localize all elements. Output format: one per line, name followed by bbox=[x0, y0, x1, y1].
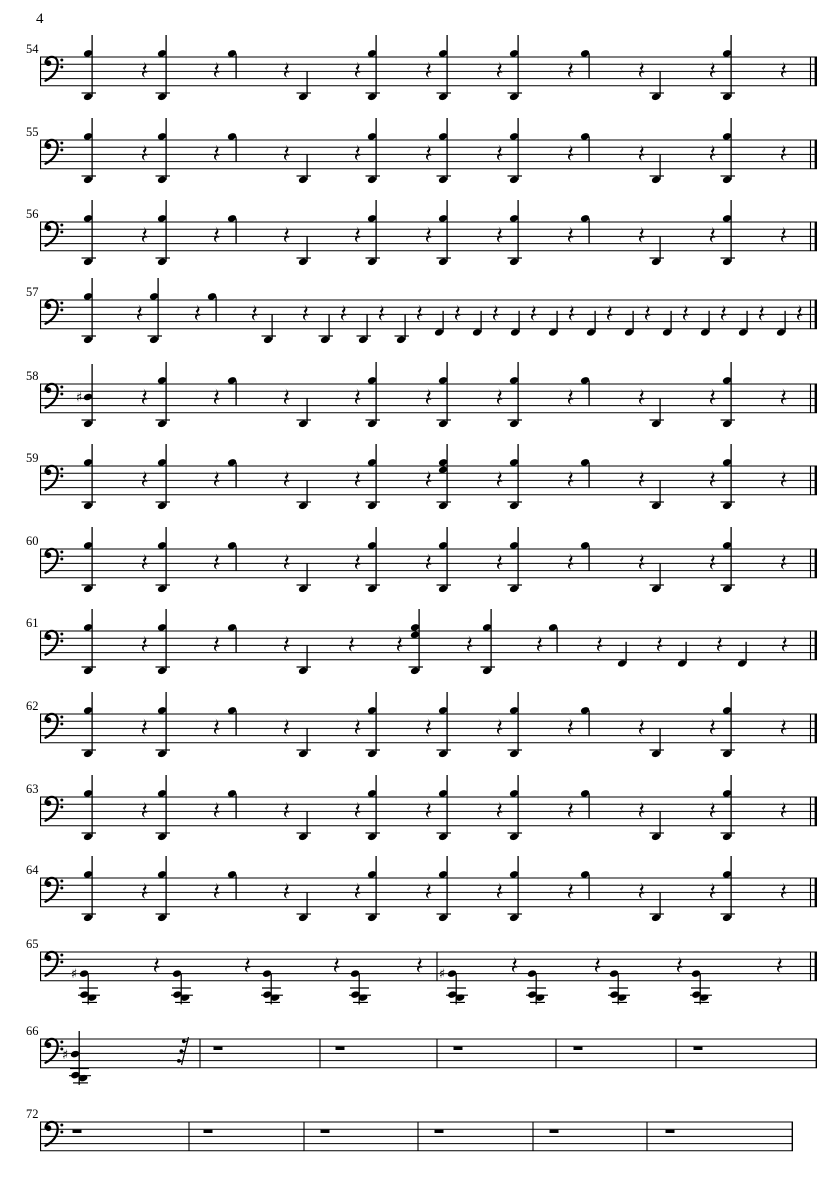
measure-number: 61 bbox=[26, 616, 39, 630]
note-chord bbox=[508, 118, 523, 184]
note-chord bbox=[721, 118, 736, 184]
whole-rest-icon bbox=[435, 1130, 444, 1133]
whole-rest-icon bbox=[336, 1047, 345, 1050]
whole-rest-icon bbox=[73, 1130, 82, 1133]
note-low-cluster bbox=[171, 969, 193, 1004]
note-chord bbox=[508, 692, 523, 758]
staff-system bbox=[26, 118, 817, 184]
bass-clef-icon bbox=[46, 952, 64, 976]
staff-system bbox=[26, 35, 817, 101]
note-low-cluster bbox=[526, 969, 548, 1004]
staff-system bbox=[26, 278, 817, 344]
note-chord bbox=[156, 362, 171, 428]
page-number: 4 bbox=[36, 11, 44, 27]
staff-system bbox=[26, 609, 817, 675]
note-chord bbox=[481, 609, 496, 675]
note-chord bbox=[82, 692, 97, 758]
note-chord bbox=[156, 775, 171, 841]
whole-rest-icon bbox=[550, 1130, 559, 1133]
note-chord-interval bbox=[409, 609, 424, 675]
note-chord bbox=[366, 200, 381, 266]
note-low-cluster bbox=[690, 969, 712, 1004]
note-chord bbox=[437, 856, 452, 922]
whole-rest-icon bbox=[214, 1047, 223, 1050]
note-chord bbox=[508, 775, 523, 841]
note-chord bbox=[156, 444, 171, 510]
note-chord bbox=[437, 35, 452, 101]
measure-number: 54 bbox=[26, 42, 39, 56]
note-chord bbox=[82, 118, 97, 184]
staff-system bbox=[26, 1024, 817, 1085]
note-chord-sharp bbox=[76, 364, 96, 428]
measure-number: 59 bbox=[26, 451, 39, 465]
measure-number: 72 bbox=[26, 1107, 39, 1121]
whole-rest-icon bbox=[454, 1047, 463, 1050]
measure-number: 55 bbox=[26, 125, 39, 139]
measure-number: 60 bbox=[26, 534, 39, 548]
note-chord bbox=[508, 527, 523, 593]
note-chord bbox=[721, 856, 736, 922]
note-chord bbox=[366, 856, 381, 922]
note-chord bbox=[508, 362, 523, 428]
note-chord bbox=[721, 35, 736, 101]
whole-rest-icon bbox=[321, 1130, 330, 1133]
sharp-icon: ♯ bbox=[61, 1048, 69, 1064]
note-chord bbox=[721, 775, 736, 841]
measure-number: 57 bbox=[26, 285, 39, 299]
bass-clef-icon bbox=[46, 797, 64, 821]
note-low-cluster bbox=[349, 969, 371, 1004]
note-chord bbox=[82, 200, 97, 266]
sharp-icon: ♯ bbox=[75, 390, 83, 406]
bass-clef-icon bbox=[46, 714, 64, 738]
note-chord bbox=[82, 609, 97, 675]
bass-clef-icon bbox=[46, 878, 64, 902]
note-chord bbox=[366, 527, 381, 593]
note-chord bbox=[366, 35, 381, 101]
bass-clef-icon bbox=[46, 549, 64, 573]
note-chord bbox=[82, 775, 97, 841]
note-chord bbox=[508, 35, 523, 101]
note-low-cluster bbox=[439, 967, 468, 1004]
note-chord bbox=[366, 692, 381, 758]
whole-rest-icon bbox=[204, 1130, 213, 1133]
bass-clef-icon bbox=[46, 140, 64, 164]
bass-clef-icon bbox=[46, 1122, 64, 1146]
measure-number: 66 bbox=[26, 1024, 39, 1038]
bass-clef-icon bbox=[46, 466, 64, 490]
staff-system bbox=[26, 527, 817, 593]
sharp-icon: ♯ bbox=[438, 967, 446, 983]
staff-system bbox=[26, 362, 817, 428]
note-chord bbox=[82, 856, 97, 922]
staff-system bbox=[26, 1107, 793, 1151]
note-chord bbox=[366, 444, 381, 510]
measure-number: 56 bbox=[26, 207, 39, 221]
note-chord bbox=[721, 444, 736, 510]
note-chord bbox=[437, 692, 452, 758]
bass-clef-icon bbox=[46, 300, 64, 324]
note-chord bbox=[82, 527, 97, 593]
note-chord bbox=[721, 200, 736, 266]
measure-number: 63 bbox=[26, 782, 39, 796]
measure-number: 58 bbox=[26, 369, 39, 383]
note-low-cluster bbox=[71, 967, 100, 1004]
note-chord bbox=[721, 692, 736, 758]
note-chord-interval bbox=[437, 444, 452, 510]
note-chord bbox=[721, 362, 736, 428]
staff-system bbox=[26, 937, 817, 1005]
whole-rest-icon bbox=[666, 1130, 675, 1133]
staff-system bbox=[26, 775, 817, 841]
whole-rest-icon bbox=[574, 1047, 583, 1050]
note-chord bbox=[437, 527, 452, 593]
note-chord bbox=[156, 118, 171, 184]
measure-number: 64 bbox=[26, 863, 39, 877]
note-chord bbox=[508, 856, 523, 922]
note-chord bbox=[508, 444, 523, 510]
bass-clef-icon bbox=[46, 1039, 64, 1063]
note-chord bbox=[508, 200, 523, 266]
note-chord bbox=[156, 200, 171, 266]
measure-number: 62 bbox=[26, 699, 39, 713]
bass-clef-icon bbox=[46, 384, 64, 408]
note-chord bbox=[366, 118, 381, 184]
note-chord bbox=[156, 692, 171, 758]
note-chord bbox=[437, 200, 452, 266]
staff-system bbox=[26, 692, 817, 758]
note-chord bbox=[156, 527, 171, 593]
note-chord bbox=[437, 362, 452, 428]
note-chord bbox=[148, 278, 163, 344]
note-chord bbox=[156, 609, 171, 675]
bass-clef-icon bbox=[46, 631, 64, 655]
note-chord bbox=[156, 35, 171, 101]
note-low-cluster bbox=[261, 969, 283, 1004]
note-chord bbox=[156, 856, 171, 922]
note-chord bbox=[437, 118, 452, 184]
staff-system bbox=[26, 200, 817, 266]
note-chord bbox=[721, 527, 736, 593]
note-chord bbox=[82, 444, 97, 510]
note-chord bbox=[82, 278, 97, 344]
note-chord bbox=[366, 775, 381, 841]
whole-rest-icon bbox=[694, 1047, 703, 1050]
bass-clef-icon bbox=[46, 222, 64, 246]
bass-clef-icon bbox=[46, 57, 64, 81]
note-chord bbox=[82, 35, 97, 101]
measure-number: 65 bbox=[26, 937, 39, 951]
sharp-icon: ♯ bbox=[70, 967, 78, 983]
staff-system bbox=[26, 444, 817, 510]
note-chord bbox=[366, 362, 381, 428]
note-low-cluster bbox=[608, 969, 630, 1004]
staff-system bbox=[26, 856, 817, 922]
note-chord bbox=[437, 775, 452, 841]
